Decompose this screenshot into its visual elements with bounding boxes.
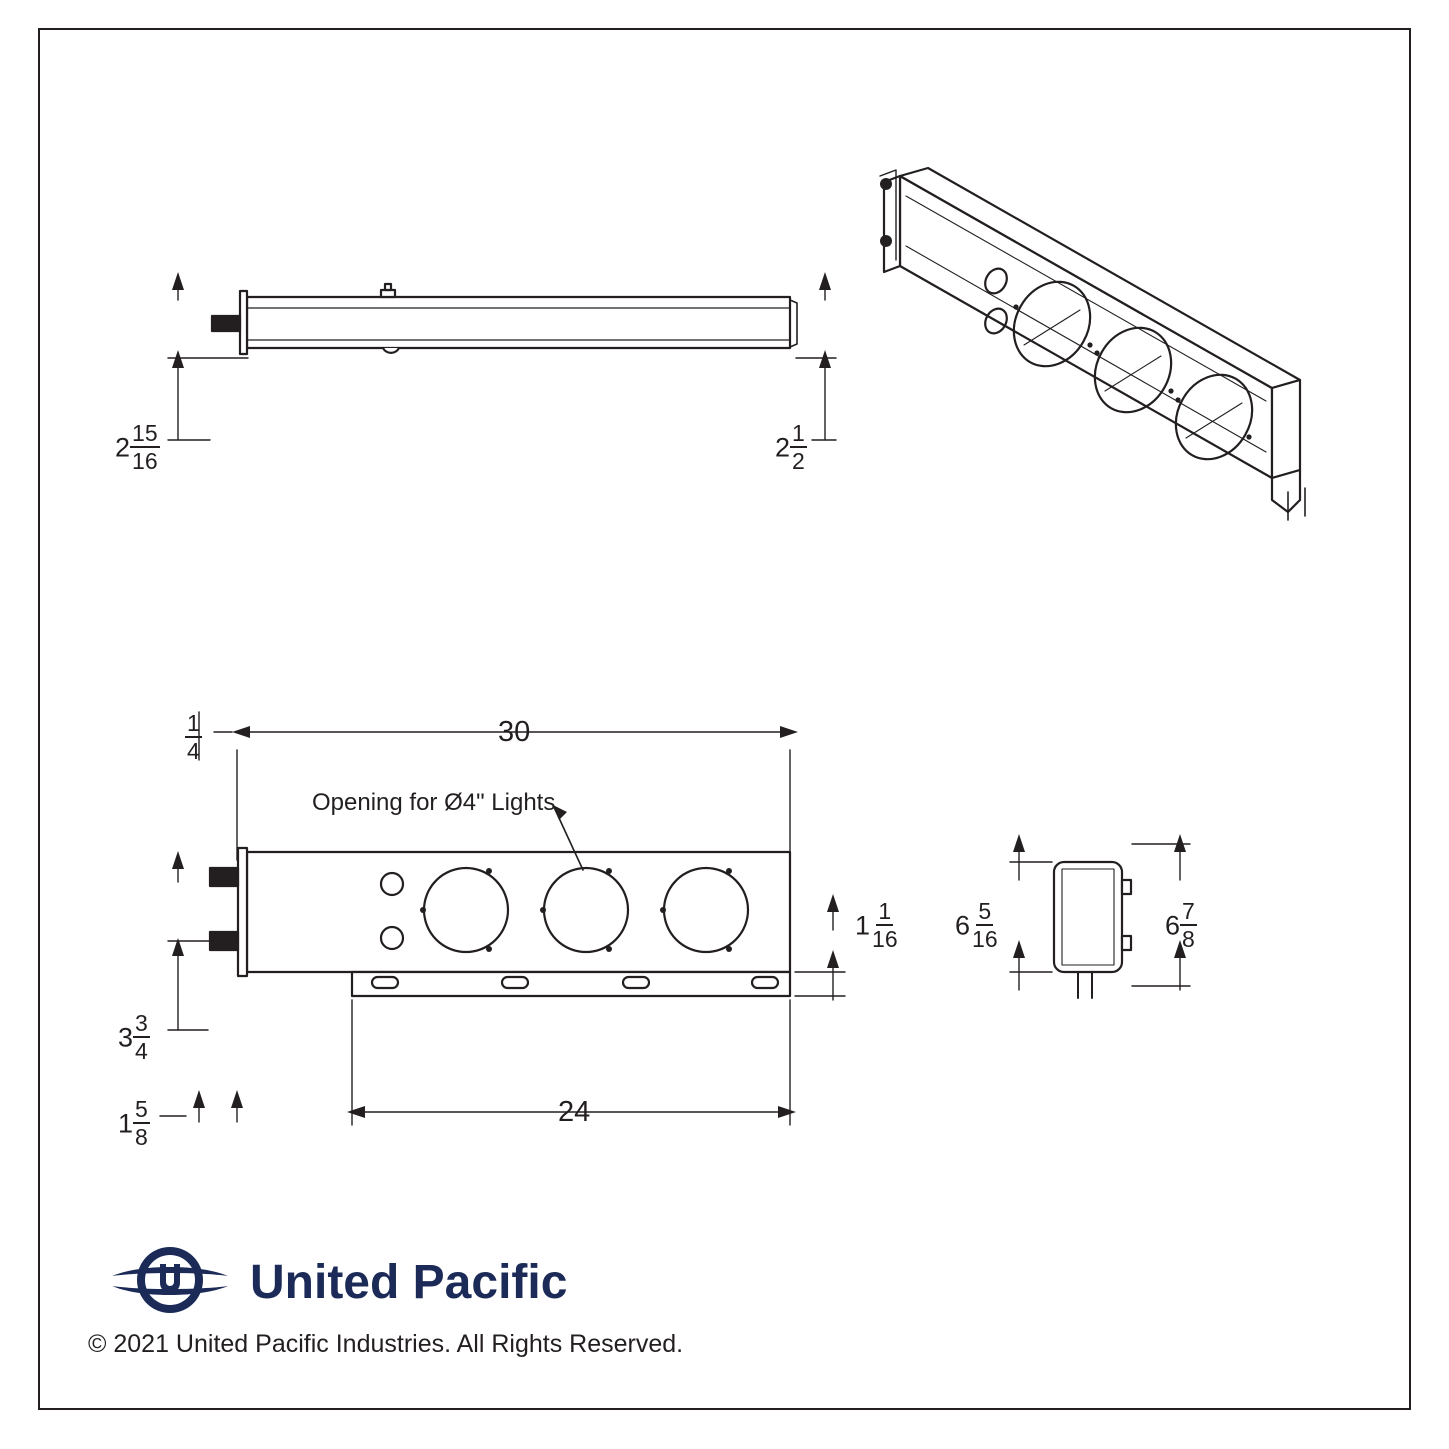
dim-side-right-height [1165, 900, 1197, 952]
dim-top-right-num: 1 [790, 421, 807, 448]
dim-side-right-whole: 6 [1165, 910, 1181, 941]
dim-front-right-small [855, 900, 900, 952]
dim-front-right-whole: 1 [855, 910, 871, 941]
dim-front-bracket-length [558, 1098, 590, 1127]
dim-front-right-num: 1 [876, 899, 893, 926]
dim-top-right-height [775, 422, 807, 474]
dim-front-bracket-value: 24 [558, 1096, 591, 1128]
front-view-geometry [210, 848, 790, 996]
dim-side-left-den: 16 [972, 926, 998, 953]
dim-front-right-den: 16 [872, 926, 898, 953]
dim-top-right-whole: 2 [775, 432, 791, 463]
dim-front-lower-left-b [118, 1098, 150, 1150]
dim-front-quarter-num: 1 [185, 711, 202, 738]
dim-lower-a-whole: 3 [118, 1022, 134, 1053]
dim-front-quarter-den: 4 [187, 738, 200, 765]
dim-front-quarter [185, 712, 202, 764]
dim-front-lower-left-a [118, 1012, 150, 1064]
dim-lower-b-whole: 1 [118, 1108, 134, 1139]
dim-side-right-num: 7 [1180, 899, 1197, 926]
opening-note-label: Opening for Ø4" Lights [312, 789, 556, 816]
brand-name: United Pacific [250, 1256, 568, 1309]
dim-side-right-den: 8 [1182, 926, 1195, 953]
top-view-left-dimension [168, 272, 248, 440]
dim-lower-a-num: 3 [133, 1011, 150, 1038]
dim-front-overall-value: 30 [498, 716, 531, 748]
top-view-geometry [212, 284, 797, 354]
dim-lower-a-den: 4 [135, 1038, 148, 1065]
dim-top-left-den: 16 [132, 448, 158, 475]
dim-lower-b-den: 8 [135, 1124, 148, 1151]
top-view-right-dimension [796, 272, 836, 440]
isometric-view-geometry [880, 168, 1305, 520]
dim-top-right-den: 2 [792, 448, 805, 475]
dim-side-left-whole: 6 [955, 910, 971, 941]
dim-lower-b-num: 5 [133, 1097, 150, 1124]
copyright-text: © 2021 United Pacific Industries. All Rights Reserved. [88, 1330, 684, 1358]
dim-top-left-num: 15 [130, 421, 160, 448]
dim-top-left-whole: 2 [115, 432, 131, 463]
dim-side-left-num: 5 [976, 899, 993, 926]
dim-side-left-height [955, 900, 1000, 952]
side-view-geometry [1054, 862, 1131, 998]
dim-top-left-height [115, 422, 160, 474]
dim-front-overall-length [498, 718, 530, 747]
